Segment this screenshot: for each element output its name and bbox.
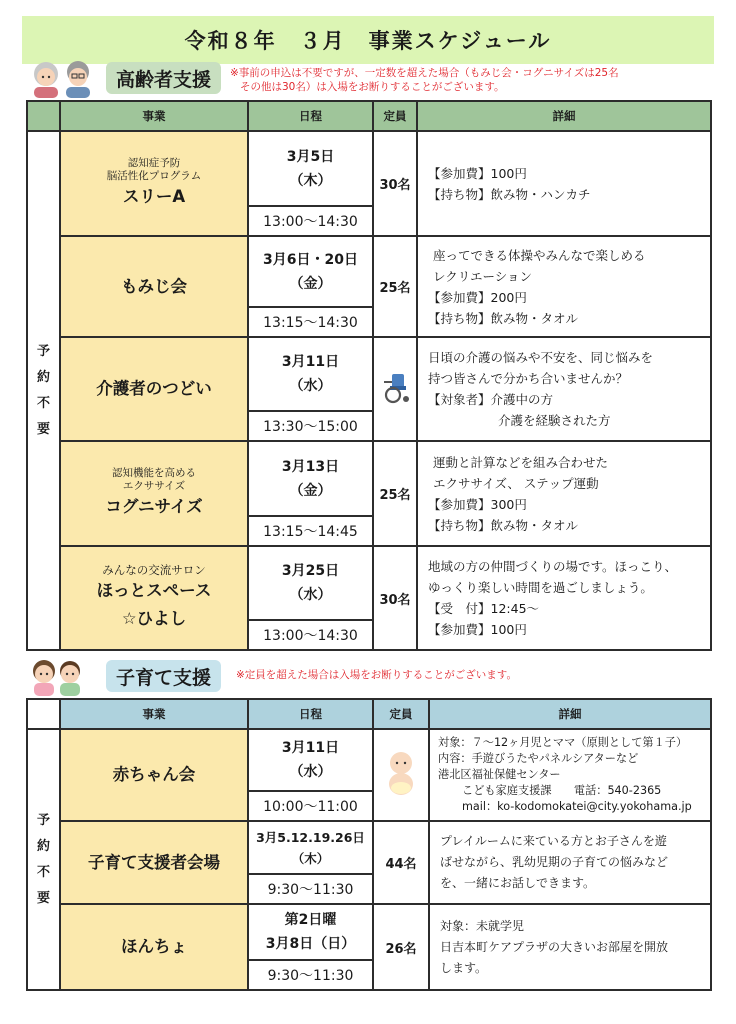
capacity-cell: 44名	[373, 821, 429, 904]
rsv-char: 要	[36, 421, 50, 437]
event-cell	[60, 821, 248, 904]
event-name: コグニサイズ	[105, 496, 203, 516]
date-cell	[248, 131, 373, 206]
time-cell: 10:00〜11:00	[248, 791, 373, 821]
event-cell	[60, 236, 248, 337]
header-event: 事業	[60, 101, 248, 131]
event-subtitle: 認知症予防	[127, 156, 181, 169]
table-row	[27, 546, 711, 620]
detail-line: 【参加費】100円	[428, 622, 527, 637]
date-text: 第2日曜	[284, 912, 337, 928]
date-cell	[248, 821, 373, 874]
event-cell	[60, 729, 248, 821]
date-text: 3月11日	[281, 740, 340, 756]
event-subtitle: みんなの交流サロン	[102, 562, 206, 577]
details-cell	[417, 131, 711, 236]
time-cell: 13:30〜15:00	[248, 411, 373, 441]
date-text: 3月5日	[286, 148, 335, 165]
rsv-char: 予	[36, 812, 50, 828]
header-capacity: 定員	[373, 699, 429, 729]
time-cell: 13:15〜14:45	[248, 516, 373, 546]
weekday-text: 3月8日（日）	[265, 936, 356, 952]
elderly-section-label: 高齢者支援	[106, 62, 221, 94]
capacity-cell: 25名	[373, 236, 417, 337]
detail-line: 日吉本町ケアプラザの大きいお部屋を開放	[440, 939, 669, 954]
weekday-text: （木）	[291, 850, 330, 866]
date-text: 3月5.12.19.26日	[256, 829, 365, 845]
detail-line: 地域の方の仲間づくりの場です。ほっこり、	[428, 559, 678, 574]
table-row	[27, 904, 711, 960]
detail-line: を、一緒にお話しできます。	[440, 876, 596, 890]
capacity-cell: 30名	[373, 131, 417, 236]
event-name: スリーA	[122, 186, 186, 206]
weekday-text: （木）	[289, 172, 332, 189]
rsv-char: 約	[36, 838, 50, 854]
detail-line: 運動と計算などを組み合わせた	[433, 454, 609, 470]
event-name: ほんちょ	[121, 937, 187, 956]
event-cell	[60, 131, 248, 236]
time-cell: 13:15〜14:30	[248, 307, 373, 337]
event-cell	[60, 904, 248, 990]
detail-line: 【持ち物】飲み物・タオル	[428, 310, 579, 326]
details-cell	[429, 729, 711, 821]
detail-line: こども家庭支援課 電話：540-2365	[462, 784, 662, 797]
header-capacity: 定員	[373, 101, 417, 131]
time-cell: 9:30〜11:30	[248, 960, 373, 990]
detail-line: 【対象者】介護中の方	[428, 392, 554, 407]
page-title: 令和８年 ３月 事業スケジュール	[22, 16, 714, 64]
child-section-label: 子育て支援	[106, 660, 221, 692]
detail-line: 【持ち物】飲み物・ハンカチ	[428, 186, 591, 202]
detail-line: 座ってできる体操やみんなで楽しめる	[433, 247, 646, 263]
date-cell	[248, 546, 373, 620]
header-blank	[27, 699, 60, 729]
table-row	[27, 337, 711, 411]
detail-line: ばせながら、乳幼児期の子育ての悩みなど	[440, 855, 669, 869]
details-cell	[417, 546, 711, 650]
details-cell	[417, 441, 711, 546]
date-cell	[248, 236, 373, 307]
time-cell: 13:00〜14:30	[248, 206, 373, 236]
detail-line: 対象：未就学児	[440, 918, 525, 933]
event-subtitle: エクササイズ	[122, 479, 186, 492]
event-name: 介護者のつどい	[96, 379, 212, 398]
date-cell	[248, 441, 373, 516]
weekday-text: （金）	[289, 275, 332, 292]
header-date: 日程	[248, 101, 373, 131]
capacity-cell	[373, 337, 417, 441]
table-row	[27, 236, 711, 307]
rsv-char: 予	[36, 343, 50, 359]
time-cell: 9:30〜11:30	[248, 874, 373, 904]
date-text: 3月13日	[281, 458, 340, 475]
date-cell	[248, 904, 373, 960]
detail-line: します。	[440, 960, 488, 975]
elderly-note-line1: ※事前の申込は不要ですが、一定数を超えた場合（もみじ会・コグニサイズは25名	[230, 67, 619, 79]
detail-line: プレイルームに来ている方とお子さんを遊	[440, 834, 667, 848]
date-text: 3月6日・20日	[263, 251, 358, 268]
child-note: ※定員を超えた場合は入場をお断りすることがございます。	[236, 669, 517, 681]
wheelchair-icon	[378, 370, 412, 404]
weekday-text: （水）	[289, 764, 332, 780]
capacity-cell: 26名	[373, 904, 429, 990]
header-blank	[27, 101, 60, 131]
reservation-not-required	[27, 729, 60, 990]
header-event: 事業	[60, 699, 248, 729]
detail-line: 【参加費】100円	[428, 165, 527, 181]
table-row	[27, 131, 711, 206]
elderly-schedule-table	[26, 100, 712, 651]
date-cell	[248, 337, 373, 411]
baby-icon	[381, 748, 421, 798]
detail-line: 【持ち物】飲み物・タオル	[428, 517, 579, 533]
children-icon	[26, 656, 104, 696]
date-text: 3月25日	[281, 563, 340, 579]
event-cell	[60, 337, 248, 441]
elderly-note	[230, 66, 619, 94]
detail-line: 対象：７〜12ヶ月児とママ（原則として第１子）	[438, 736, 688, 749]
rsv-char: 約	[36, 369, 50, 385]
details-cell	[417, 337, 711, 441]
table-header-row	[27, 699, 711, 729]
capacity-cell	[373, 729, 429, 821]
event-subtitle: 認知機能を高める	[112, 466, 196, 479]
rsv-char: 不	[36, 395, 50, 411]
detail-line: 【参加費】200円	[428, 289, 527, 305]
event-name: もみじ会	[121, 276, 187, 296]
detail-line: 持つ皆さんで分かち合いませんか？	[428, 371, 629, 386]
header-details: 詳細	[429, 699, 711, 729]
detail-line: エクササイズ、 ステップ運動	[433, 475, 599, 491]
date-cell	[248, 729, 373, 791]
time-cell: 13:00〜14:30	[248, 620, 373, 650]
details-cell	[429, 821, 711, 904]
detail-line: 介護を経験された方	[498, 413, 611, 428]
table-row	[27, 729, 711, 791]
detail-line: ゆっくり楽しい時間を過ごしましょう。	[428, 580, 653, 595]
detail-line: 日頃の介護の悩みや不安を、同じ悩みを	[428, 350, 654, 365]
table-row	[27, 441, 711, 516]
elderly-note-line2: その他は30名）は入場をお断りすることがございます。	[240, 81, 505, 93]
weekday-text: （金）	[289, 482, 332, 499]
details-cell	[429, 904, 711, 990]
reservation-not-required	[27, 131, 60, 650]
detail-line: 【参加費】300円	[428, 496, 527, 512]
header-details: 詳細	[417, 101, 711, 131]
child-schedule-table	[26, 698, 712, 991]
rsv-char: 不	[36, 864, 50, 880]
event-name: 子育て支援者会場	[88, 852, 220, 872]
event-name: 赤ちゃん会	[112, 765, 196, 784]
table-row	[27, 821, 711, 874]
event-subtitle: 脳活性化プログラム	[106, 169, 202, 182]
rsv-char: 要	[36, 890, 50, 906]
table-header-row	[27, 101, 711, 131]
capacity-cell: 30名	[373, 546, 417, 650]
event-cell	[60, 441, 248, 546]
event-name-line2: ☆ひよし	[121, 608, 187, 628]
capacity-cell: 25名	[373, 441, 417, 546]
detail-line: 【受 付】12:45〜	[428, 601, 540, 616]
weekday-text: （水）	[289, 587, 332, 603]
detail-line: 内容：手遊びうたやパネルシアターなど	[438, 752, 639, 765]
elderly-couple-icon	[26, 58, 104, 98]
header-date: 日程	[248, 699, 373, 729]
detail-line: mail：ko-kodomokatei@city.yokohama.jp	[462, 800, 692, 813]
event-cell	[60, 546, 248, 650]
weekday-text: （水）	[289, 378, 332, 394]
detail-line: 港北区福祉保健センター	[438, 768, 561, 781]
date-text: 3月11日	[281, 354, 340, 370]
event-name: ほっとスペース	[96, 580, 212, 600]
detail-line: レクリエーション	[433, 268, 533, 284]
details-cell	[417, 236, 711, 337]
